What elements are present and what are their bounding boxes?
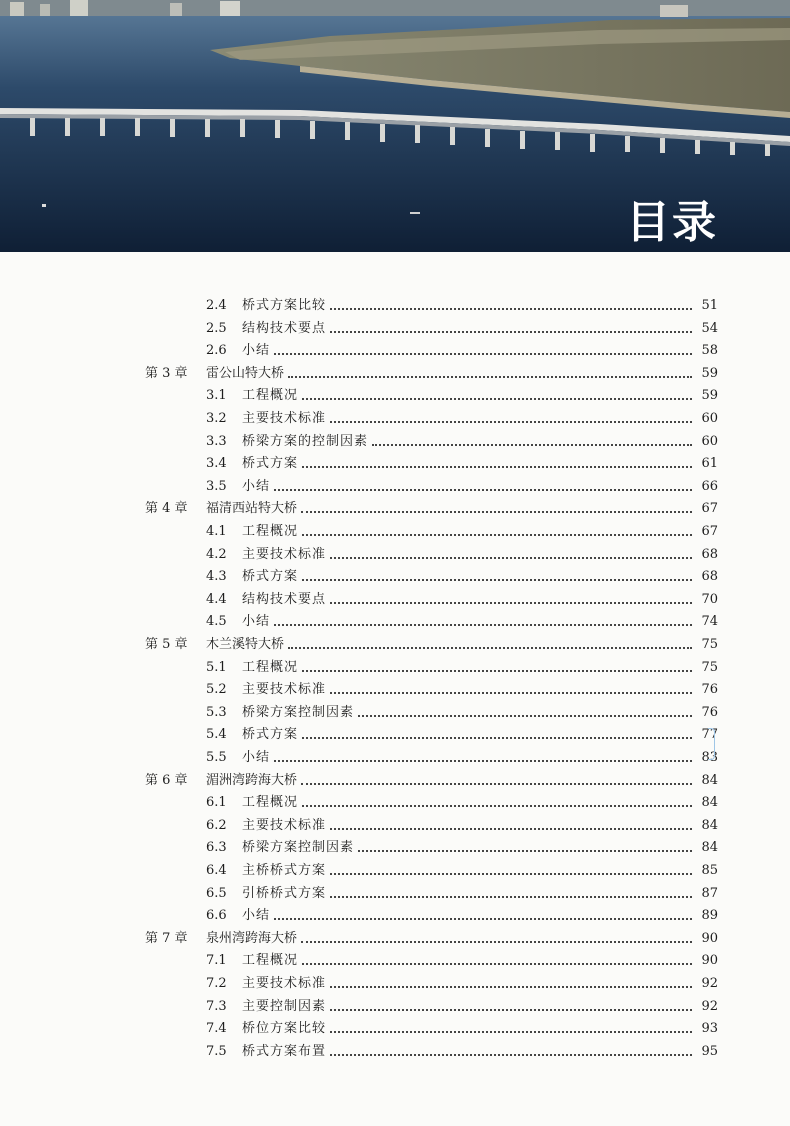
toc-section-row[interactable] bbox=[0, 702, 790, 724]
dot-leader bbox=[330, 873, 692, 875]
toc-chapter-row[interactable] bbox=[0, 634, 790, 656]
toc-chapter-row[interactable] bbox=[0, 928, 790, 950]
toc-chapter-row[interactable] bbox=[0, 363, 790, 385]
chapter-number: 第 4 章 bbox=[145, 501, 188, 517]
dot-leader bbox=[330, 602, 692, 604]
page-number: 59 bbox=[701, 365, 718, 381]
dot-leader bbox=[330, 896, 692, 898]
section-number: 5.4 bbox=[206, 727, 227, 743]
page-number: 77 bbox=[701, 727, 718, 743]
page-number: 68 bbox=[701, 569, 718, 585]
toc-section-row[interactable] bbox=[0, 385, 790, 407]
page-number: 61 bbox=[701, 456, 718, 472]
toc-section-row[interactable] bbox=[0, 1018, 790, 1040]
section-number: 5.5 bbox=[206, 750, 227, 765]
page-number: 54 bbox=[701, 320, 718, 336]
section-number: 4.2 bbox=[206, 546, 227, 562]
section-title: 桥式方案 bbox=[242, 727, 299, 743]
dot-leader bbox=[358, 850, 692, 852]
section-number: 5.1 bbox=[206, 659, 227, 675]
dot-leader bbox=[274, 624, 692, 626]
section-title: 工程概况 bbox=[242, 953, 299, 969]
section-title: 主要技术标准 bbox=[242, 682, 327, 698]
section-number: 3.3 bbox=[206, 433, 227, 449]
section-number: 6.3 bbox=[206, 840, 227, 856]
toc-chapter-row[interactable] bbox=[0, 498, 790, 520]
chapter-number: 第 7 章 bbox=[145, 930, 188, 946]
section-title: 主桥桥式方案 bbox=[242, 863, 327, 878]
section-title: 引桥桥式方案 bbox=[242, 885, 327, 901]
section-number: 7.5 bbox=[206, 1043, 227, 1059]
dot-leader bbox=[274, 760, 692, 762]
page-number: 60 bbox=[701, 411, 718, 426]
page-number: 67 bbox=[701, 501, 718, 517]
toc-section-row[interactable] bbox=[0, 453, 790, 475]
dot-leader bbox=[330, 1009, 692, 1011]
page-number: 84 bbox=[701, 840, 718, 856]
section-title: 小结 bbox=[242, 750, 271, 765]
section-number: 3.5 bbox=[206, 478, 227, 494]
section-number: 3.1 bbox=[206, 388, 227, 404]
page-number: 74 bbox=[701, 614, 718, 630]
section-title: 桥式方案 bbox=[242, 569, 299, 585]
dot-leader bbox=[302, 805, 692, 807]
section-title: 主要技术标准 bbox=[242, 976, 327, 991]
page-number: 75 bbox=[701, 659, 718, 675]
toc-section-row[interactable] bbox=[0, 883, 790, 905]
page-number: 51 bbox=[701, 298, 718, 313]
dot-leader bbox=[330, 308, 692, 310]
dot-leader bbox=[302, 398, 692, 400]
page-number: 76 bbox=[701, 704, 718, 720]
dot-leader bbox=[274, 489, 692, 491]
toc-section-row[interactable] bbox=[0, 476, 790, 498]
toc-chapter-row[interactable] bbox=[0, 770, 790, 792]
page-number: 75 bbox=[701, 637, 718, 652]
toc-section-row[interactable] bbox=[0, 611, 790, 633]
dot-leader bbox=[330, 421, 692, 423]
toc-section-row[interactable] bbox=[0, 340, 790, 362]
section-title: 桥式方案比较 bbox=[242, 298, 327, 313]
section-number: 6.6 bbox=[206, 908, 227, 924]
toc-section-row[interactable] bbox=[0, 566, 790, 588]
section-title: 工程概况 bbox=[242, 659, 299, 675]
section-title: 桥梁方案的控制因素 bbox=[242, 433, 369, 449]
page-number: 59 bbox=[701, 388, 718, 404]
section-title: 桥位方案比较 bbox=[242, 1021, 327, 1037]
section-title: 主要控制因素 bbox=[242, 998, 327, 1014]
page-number: 84 bbox=[701, 817, 718, 833]
section-number: 2.5 bbox=[206, 320, 227, 336]
page-number: 93 bbox=[701, 1021, 718, 1037]
dot-leader bbox=[330, 557, 692, 559]
dot-leader bbox=[302, 579, 692, 581]
dot-leader bbox=[330, 1054, 692, 1056]
toc-section-row[interactable] bbox=[0, 431, 790, 453]
toc-section-row[interactable] bbox=[0, 657, 790, 679]
page-number: 89 bbox=[701, 908, 718, 924]
dot-leader bbox=[302, 466, 692, 468]
page-number: 84 bbox=[701, 795, 718, 811]
page-number: 76 bbox=[701, 682, 718, 698]
page-title: 目录 bbox=[626, 197, 718, 248]
page-number: 66 bbox=[701, 478, 718, 494]
page-number: 83 bbox=[701, 750, 718, 765]
page-number: 68 bbox=[701, 546, 718, 562]
section-title: 结构技术要点 bbox=[242, 591, 327, 607]
section-number: 4.4 bbox=[206, 591, 227, 607]
section-number: 2.6 bbox=[206, 343, 227, 359]
section-number: 4.5 bbox=[206, 614, 227, 630]
dot-leader bbox=[301, 783, 692, 785]
chapter-title: 雷公山特大桥 bbox=[206, 365, 285, 381]
section-title: 桥梁方案控制因素 bbox=[242, 840, 355, 856]
section-number: 6.5 bbox=[206, 885, 227, 901]
dot-leader bbox=[358, 715, 692, 717]
dot-leader bbox=[330, 692, 692, 694]
dot-leader bbox=[330, 1031, 692, 1033]
toc-section-row[interactable] bbox=[0, 318, 790, 340]
toc-section-row[interactable] bbox=[0, 792, 790, 814]
section-number: 7.4 bbox=[206, 1021, 227, 1037]
section-number: 6.2 bbox=[206, 817, 227, 833]
dot-leader bbox=[302, 670, 692, 672]
section-number: 2.4 bbox=[206, 298, 227, 313]
chapter-title: 木兰溪特大桥 bbox=[206, 637, 285, 652]
dot-leader bbox=[301, 511, 692, 513]
section-number: 6.1 bbox=[206, 795, 227, 811]
dot-leader bbox=[301, 941, 692, 943]
dot-leader bbox=[302, 737, 692, 739]
toc-section-row[interactable] bbox=[0, 544, 790, 566]
dot-leader bbox=[288, 376, 692, 378]
toc-section-row[interactable] bbox=[0, 679, 790, 701]
section-title: 桥梁方案控制因素 bbox=[242, 704, 355, 720]
toc-section-row[interactable] bbox=[0, 1041, 790, 1063]
section-title: 主要技术标准 bbox=[242, 411, 327, 426]
dot-leader bbox=[302, 534, 692, 536]
section-number: 7.1 bbox=[206, 953, 227, 969]
page-number: 87 bbox=[701, 885, 718, 901]
header-banner bbox=[0, 0, 790, 252]
page-number: 67 bbox=[701, 524, 718, 539]
toc-section-row[interactable] bbox=[0, 408, 790, 430]
page-number: 85 bbox=[701, 863, 718, 878]
section-title: 主要技术标准 bbox=[242, 546, 327, 562]
section-title: 桥式方案布置 bbox=[242, 1043, 327, 1059]
section-number: 7.2 bbox=[206, 976, 227, 991]
section-title: 小结 bbox=[242, 908, 271, 924]
dot-leader bbox=[274, 353, 692, 355]
chapter-number: 第 6 章 bbox=[145, 772, 188, 788]
section-title: 工程概况 bbox=[242, 524, 299, 539]
toc-section-row[interactable] bbox=[0, 747, 790, 769]
page-number: 60 bbox=[701, 433, 718, 449]
section-title: 主要技术标准 bbox=[242, 817, 327, 833]
page-number: 90 bbox=[701, 930, 718, 946]
section-number: 3.4 bbox=[206, 456, 227, 472]
chapter-title: 泉州湾跨海大桥 bbox=[206, 930, 298, 946]
page-marker bbox=[708, 728, 715, 760]
page-number: 95 bbox=[701, 1043, 718, 1059]
page-number: 84 bbox=[701, 772, 718, 788]
chapter-number: 第 3 章 bbox=[145, 365, 188, 381]
page-number: 92 bbox=[701, 998, 718, 1014]
dot-leader bbox=[330, 828, 692, 830]
section-title: 小结 bbox=[242, 343, 271, 359]
section-title: 桥式方案 bbox=[242, 456, 299, 472]
section-number: 5.2 bbox=[206, 682, 227, 698]
toc-section-row[interactable] bbox=[0, 905, 790, 927]
dot-leader bbox=[330, 986, 692, 988]
toc-section-row[interactable] bbox=[0, 973, 790, 995]
toc-section-row[interactable] bbox=[0, 837, 790, 859]
dot-leader bbox=[330, 331, 692, 333]
section-title: 小结 bbox=[242, 614, 271, 630]
toc-section-row[interactable] bbox=[0, 996, 790, 1018]
section-number: 5.3 bbox=[206, 704, 227, 720]
section-title: 工程概况 bbox=[242, 795, 299, 811]
page-number: 58 bbox=[701, 343, 718, 359]
toc-section-row[interactable] bbox=[0, 521, 790, 543]
section-number: 6.4 bbox=[206, 863, 227, 878]
page-number: 70 bbox=[701, 591, 718, 607]
chapter-number: 第 5 章 bbox=[145, 637, 188, 652]
section-number: 3.2 bbox=[206, 411, 227, 426]
toc-section-row[interactable] bbox=[0, 950, 790, 972]
dot-leader bbox=[302, 963, 692, 965]
toc-section-row[interactable] bbox=[0, 860, 790, 882]
page-number: 92 bbox=[701, 976, 718, 991]
section-title: 小结 bbox=[242, 478, 271, 494]
dot-leader bbox=[372, 444, 692, 446]
section-number: 4.3 bbox=[206, 569, 227, 585]
toc-section-row[interactable] bbox=[0, 589, 790, 611]
chapter-title: 福清西站特大桥 bbox=[206, 501, 298, 517]
toc-section-row[interactable] bbox=[0, 724, 790, 746]
section-number: 7.3 bbox=[206, 998, 227, 1014]
page-number: 90 bbox=[701, 953, 718, 969]
section-title: 结构技术要点 bbox=[242, 320, 327, 336]
section-number: 4.1 bbox=[206, 524, 227, 539]
section-title: 工程概况 bbox=[242, 388, 299, 404]
toc-section-row[interactable] bbox=[0, 295, 790, 317]
dot-leader bbox=[288, 647, 692, 649]
toc-section-row[interactable] bbox=[0, 815, 790, 837]
dot-leader bbox=[274, 918, 692, 920]
chapter-title: 湄洲湾跨海大桥 bbox=[206, 772, 298, 788]
